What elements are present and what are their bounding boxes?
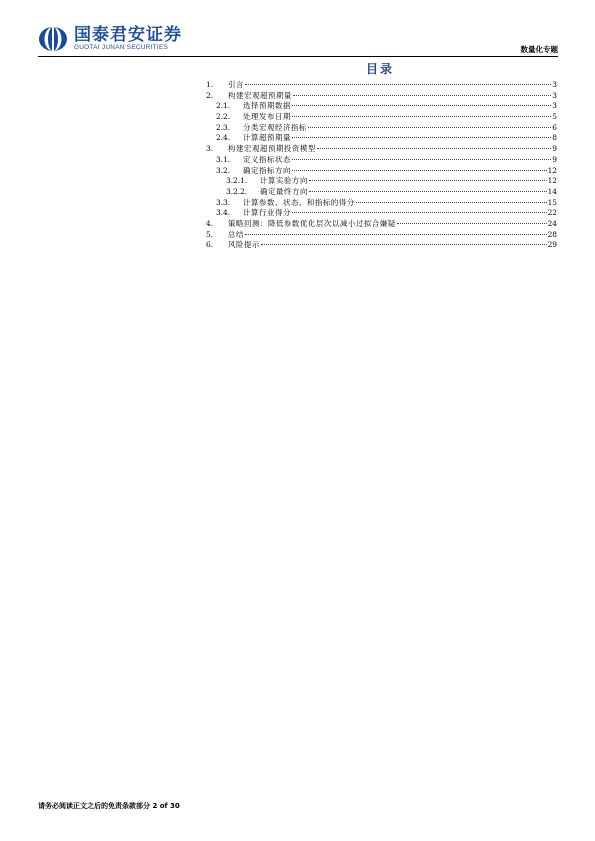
toc-entry[interactable] bbox=[206, 208, 557, 219]
toc-leader-dots bbox=[292, 105, 551, 106]
toc-entry[interactable] bbox=[206, 101, 557, 112]
toc-leader-dots bbox=[261, 244, 547, 245]
toc-leader-dots bbox=[308, 127, 551, 128]
toc-entry[interactable] bbox=[206, 144, 557, 155]
toc-entry-page: 8 bbox=[552, 133, 557, 143]
toc-entry-label: 确定指标方向 bbox=[243, 165, 291, 175]
toc-entry-number: 2.2. bbox=[216, 112, 231, 122]
toc-entry-label: 确定最终方向 bbox=[260, 186, 308, 196]
toc-entry[interactable] bbox=[206, 80, 557, 91]
toc-entry-page: 5 bbox=[552, 112, 557, 122]
toc-leader-dots bbox=[356, 202, 547, 203]
toc-entry-number: 5. bbox=[206, 229, 214, 239]
toc-entry-label: 计算实验方向 bbox=[260, 176, 308, 186]
header-divider bbox=[38, 56, 558, 57]
toc-entry-page: 15 bbox=[547, 197, 557, 207]
toc-entry-label: 总结 bbox=[228, 229, 244, 239]
toc-entry[interactable] bbox=[206, 166, 557, 177]
toc-leader-dots bbox=[292, 170, 547, 171]
report-type-label: 数量化专题 bbox=[520, 45, 558, 54]
toc-entry[interactable] bbox=[206, 240, 557, 251]
toc-entry-page: 24 bbox=[547, 218, 557, 228]
toc-entry-number: 3.1. bbox=[216, 154, 231, 164]
toc-entry-label: 处理发布日期 bbox=[243, 112, 291, 122]
toc-leader-dots bbox=[292, 159, 551, 160]
toc-entry-page: 12 bbox=[547, 165, 557, 175]
toc-entry-number: 3.4. bbox=[216, 208, 231, 218]
logo-chinese-name: 国泰君安证券 bbox=[74, 25, 182, 45]
toc-entry-label: 引言 bbox=[228, 80, 244, 89]
toc-entry-number: 3.2.2. bbox=[226, 186, 248, 196]
toc-entry-number: 3.2. bbox=[216, 165, 231, 175]
toc-entry-number: 4. bbox=[206, 218, 214, 228]
toc-entry-number: 1. bbox=[206, 80, 214, 89]
toc-entry[interactable] bbox=[206, 230, 557, 241]
toc-leader-dots bbox=[292, 212, 547, 213]
toc-leader-dots bbox=[292, 116, 551, 117]
toc-leader-dots bbox=[293, 95, 551, 96]
toc-entry-page: 3 bbox=[552, 101, 557, 111]
toc-entry-label: 定义指标状态 bbox=[243, 154, 291, 164]
toc-entry-page: 22 bbox=[547, 208, 557, 218]
toc-entry-number: 3.2.1. bbox=[226, 176, 248, 186]
toc-entry-page: 12 bbox=[547, 176, 557, 186]
toc-entry-label: 分类宏观经济指标 bbox=[243, 122, 307, 132]
toc-leader-dots bbox=[317, 148, 551, 149]
toc-entry-label: 计算参数、状态、和指标的得分 bbox=[243, 197, 355, 207]
toc-entry[interactable] bbox=[206, 187, 557, 198]
page-header bbox=[38, 24, 558, 60]
toc-entry-label: 选择预期数据 bbox=[243, 101, 291, 111]
toc-entry-page: 28 bbox=[547, 229, 557, 239]
page-footer bbox=[38, 801, 180, 811]
toc-entry[interactable] bbox=[206, 176, 557, 187]
toc-entry[interactable] bbox=[206, 155, 557, 166]
toc-title: 目录 bbox=[365, 62, 394, 76]
toc-entry[interactable] bbox=[206, 219, 557, 230]
toc-entry-label: 构建宏观超预期量 bbox=[228, 90, 292, 100]
guotai-junan-logo-icon bbox=[38, 26, 68, 52]
toc-entry-page: 9 bbox=[552, 154, 557, 164]
toc-leader-dots bbox=[397, 223, 547, 224]
toc-entry-number: 2. bbox=[206, 90, 214, 100]
toc-entry-page: 29 bbox=[547, 240, 557, 250]
toc-entry-number: 3.3. bbox=[216, 197, 231, 207]
toc-leader-dots bbox=[292, 137, 551, 138]
toc-entry[interactable] bbox=[206, 133, 557, 144]
toc-entry-number: 2.3. bbox=[216, 122, 231, 132]
toc-entry-page: 14 bbox=[547, 186, 557, 196]
toc-entry-label: 策略回测：降低参数优化层次以减小过拟合嫌疑 bbox=[228, 218, 396, 228]
toc-entry-page: 3 bbox=[552, 90, 557, 100]
company-logo bbox=[38, 26, 182, 52]
toc-entry[interactable] bbox=[206, 112, 557, 123]
toc-entry-page: 9 bbox=[552, 144, 557, 154]
toc-leader-dots bbox=[309, 180, 547, 181]
table-of-contents bbox=[206, 80, 557, 251]
toc-entry-label: 风险提示 bbox=[228, 240, 260, 250]
toc-entry[interactable] bbox=[206, 198, 557, 209]
toc-entry-number: 3. bbox=[206, 144, 214, 154]
toc-entry-number: 6. bbox=[206, 240, 214, 250]
toc-entry-label: 计算行业得分 bbox=[243, 208, 291, 218]
toc-entry[interactable] bbox=[206, 123, 557, 134]
toc-entry-number: 2.1. bbox=[216, 101, 231, 111]
toc-entry-page: 3 bbox=[552, 80, 557, 89]
logo-english-name: GUOTAI JUNAN SECURITIES bbox=[74, 44, 169, 51]
toc-entry-page: 6 bbox=[552, 122, 557, 132]
toc-entry[interactable] bbox=[206, 91, 557, 102]
footer-disclaimer: 请务必阅读正文之后的免责条款部分 bbox=[38, 802, 150, 810]
toc-leader-dots bbox=[245, 84, 551, 85]
toc-leader-dots bbox=[245, 234, 547, 235]
toc-entry-number: 2.4. bbox=[216, 133, 231, 143]
toc-entry-label: 计算超预期量 bbox=[243, 133, 291, 143]
footer-page-number: 2 of 30 bbox=[152, 802, 180, 810]
toc-leader-dots bbox=[309, 191, 547, 192]
toc-entry-label: 构建宏观超预期投资模型 bbox=[228, 144, 316, 154]
